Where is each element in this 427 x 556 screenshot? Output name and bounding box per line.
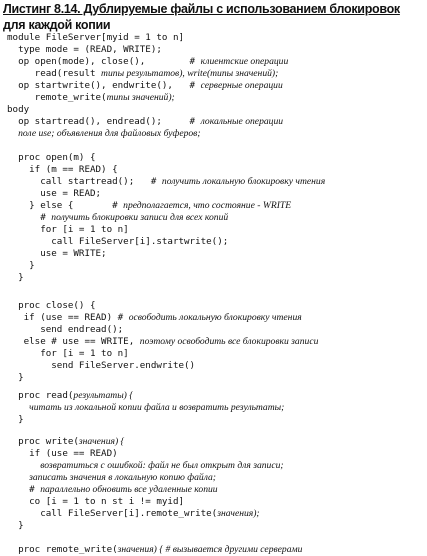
code-line: proc open(m) { xyxy=(7,152,96,163)
code-line: for [i = 1 to n] xyxy=(7,348,129,359)
code-line: } xyxy=(7,520,24,531)
code-line: call FileServer[i].remote_write(значения); xyxy=(7,508,260,519)
code-line: if (use == READ) # освободить локальную блокировку чтения xyxy=(7,312,302,323)
code-line: use = WRITE; xyxy=(7,248,107,259)
code-line: body xyxy=(7,104,30,115)
code-line: } xyxy=(7,260,35,271)
code-line: proc close() { xyxy=(7,300,96,311)
code-line: call startread(); # получить локальную блокировку чтения xyxy=(7,176,326,187)
code-line: co [i = 1 to n st i != myid] xyxy=(7,496,185,507)
code-line: возвратиться с ошибкой: файл не был открыт для записи; xyxy=(40,460,284,471)
code-line: for [i = 1 to n] xyxy=(7,224,129,235)
code-line: if (use == READ) xyxy=(7,448,118,459)
code-line: proc remote_write(значения) { # вызывается другими серверами xyxy=(7,544,303,555)
code-line: remote_write(типы значений); xyxy=(7,92,175,103)
code-line: call FileServer[i].startwrite(); xyxy=(7,236,229,247)
code-line: if (m == READ) { xyxy=(7,164,118,175)
code-line: op startread(), endread(); # локальные операции xyxy=(7,116,284,127)
code-line: } else { # предполагается, что состояние - WRITE xyxy=(7,200,292,211)
code-line: читать из локальной копии файла и возвратить результаты; xyxy=(29,402,285,413)
code-line: op open(mode), close(), # клиентские операции xyxy=(7,56,289,67)
code-line: op startwrite(), endwrite(), # серверные операции xyxy=(7,80,283,91)
code-line: # получить блокировки записи для всех копий xyxy=(7,212,229,223)
code-line: proc read(результаты) { xyxy=(7,390,134,401)
code-line: } xyxy=(7,372,24,383)
code-line: proc write(значения) { xyxy=(7,436,125,447)
code-line: } xyxy=(7,414,24,425)
code-line: send endread(); xyxy=(7,324,124,335)
code-line: read(result типы результатов), write(типы значений); xyxy=(7,68,279,79)
code-line: } xyxy=(7,272,24,283)
code-line: else # use == WRITE, поэтому освободить все блокировки записи xyxy=(7,336,319,347)
code-line: module FileServer[myid = 1 to n] xyxy=(7,32,185,43)
code-line: # параллельно обновить все удаленные копии xyxy=(7,484,218,495)
listing-title-line-1: Листинг 8.14. Дублируемые файлы с использованием блокировок xyxy=(3,2,400,16)
listing-title-line-2: для каждой копии xyxy=(3,18,111,32)
code-line: type mode = (READ, WRITE); xyxy=(7,44,162,55)
code-line: use = READ; xyxy=(7,188,102,199)
code-line: send FileServer.endwrite() xyxy=(7,360,196,371)
listing-title xyxy=(3,1,423,33)
code-line: записать значения в локальную копию файла; xyxy=(29,472,217,483)
code-line: поле use; объявления для файловых буферов; xyxy=(18,128,201,139)
